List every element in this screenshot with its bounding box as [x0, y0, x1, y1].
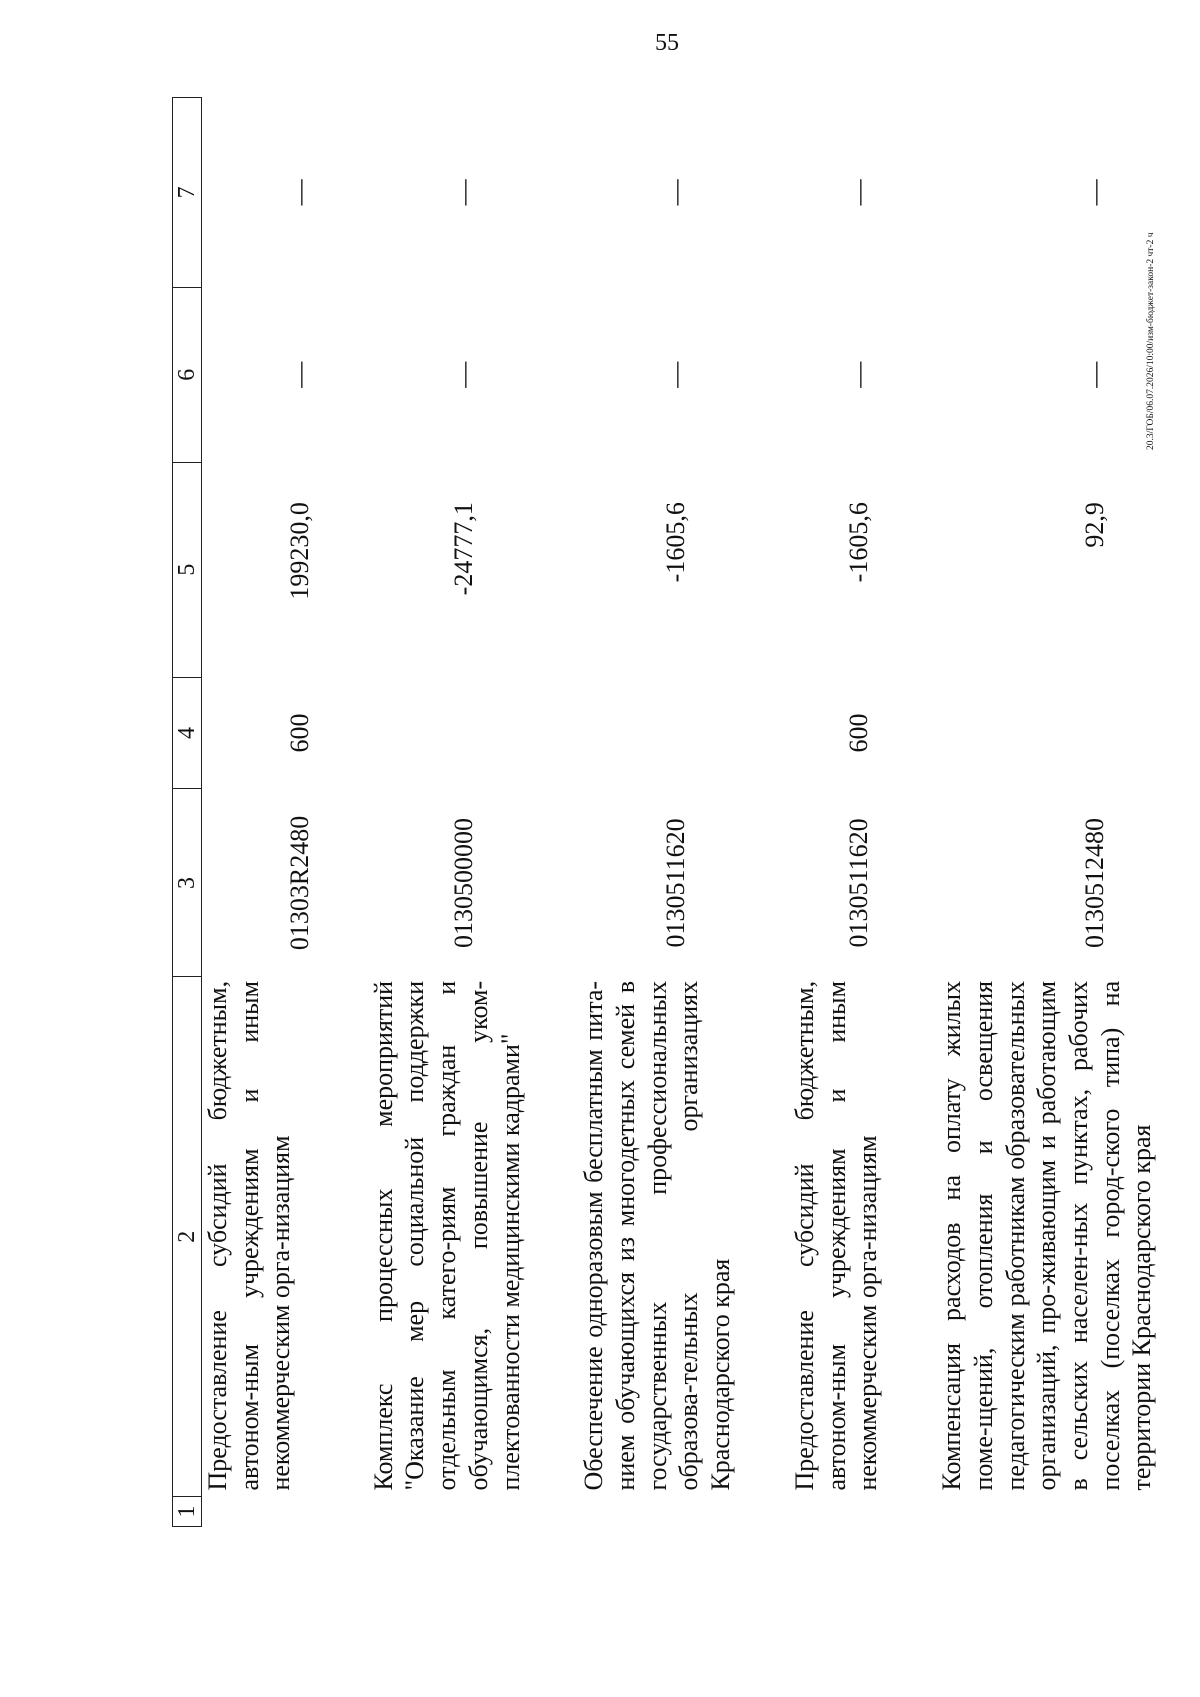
col-header-5: 5 — [173, 462, 202, 677]
row-type: 600 — [843, 713, 873, 753]
row-col6: — — [843, 361, 873, 388]
row-col6: — — [285, 361, 314, 388]
row-description: Комплекс процессных мероприятий "Оказание мер социальной поддержки отдельным катего-риям граждан и обучающимся, повышение уком-плектованности медицинскими кадрами" — [368, 980, 525, 1491]
table-row — [368, 98, 527, 1527]
table-row — [789, 98, 884, 1527]
page-number: 55 — [655, 30, 679, 56]
row-col7: — — [661, 179, 691, 206]
row-description: Предоставление субсидий бюджетным, автоном-ным учреждениям и иным некоммерческим орга-низациям — [789, 980, 883, 1491]
row-type: 600 — [285, 713, 314, 753]
row-amount: -24777,1 — [448, 502, 478, 596]
row-col6: — — [448, 361, 478, 388]
row-col6: — — [661, 361, 691, 388]
col-header-7: 7 — [173, 98, 202, 288]
document-code-text: 20.3/ГОБ/06.07.2026/10:00/изм-бюджет-закон-2 чт-2 ч — [1146, 232, 1156, 450]
row-spacer — [737, 98, 789, 1527]
row-code: 01303R2480 — [285, 815, 314, 951]
col-header-2: 2 — [173, 977, 202, 1497]
row-code: 0130512480 — [1080, 817, 1110, 948]
row-col7: — — [448, 179, 478, 206]
col-header-6: 6 — [173, 287, 202, 462]
row-col7: — — [285, 179, 314, 206]
col-header-1: 1 — [173, 1497, 202, 1527]
row-description: Обеспечение одноразовым бесплатным пита-нием обучающихся из многодетных семей в государственных профессиональных образова-тельных организациях Краснодарского края — [579, 980, 736, 1491]
table-row — [202, 98, 316, 1527]
row-col7: — — [843, 179, 873, 206]
row-amount: -1605,6 — [843, 502, 873, 583]
row-col7: — — [1080, 179, 1110, 206]
row-spacer — [526, 98, 578, 1527]
row-col6: — — [1080, 361, 1110, 388]
row-description: Компенсация расходов на оплату жилых поме-щений, отопления и освещения педагогическим работникам образовательных организаций, про-живающим и работающим в сельских населен-ных пунктах, рабочих поселках (поселках город-ского типа) на территории Краснодарского края — [937, 980, 1157, 1491]
row-spacer — [316, 98, 368, 1527]
row-amount: 199230,0 — [285, 502, 314, 600]
table-row — [936, 98, 1158, 1527]
row-code: 0130500000 — [448, 817, 478, 948]
col-header-4: 4 — [173, 677, 202, 789]
budget-table — [172, 97, 1158, 1527]
col-header-3: 3 — [173, 789, 202, 977]
row-amount: 92,9 — [1080, 502, 1110, 548]
table-row — [578, 98, 737, 1527]
header-row — [173, 98, 202, 1527]
row-spacer — [884, 98, 936, 1527]
row-amount: -1605,6 — [661, 502, 691, 583]
row-code: 0130511620 — [843, 818, 873, 948]
row-description: Предоставление субсидий бюджетным, автоном-ным учреждениям и иным некоммерческим орга-низациям — [203, 980, 296, 1491]
row-code: 0130511620 — [661, 818, 691, 948]
